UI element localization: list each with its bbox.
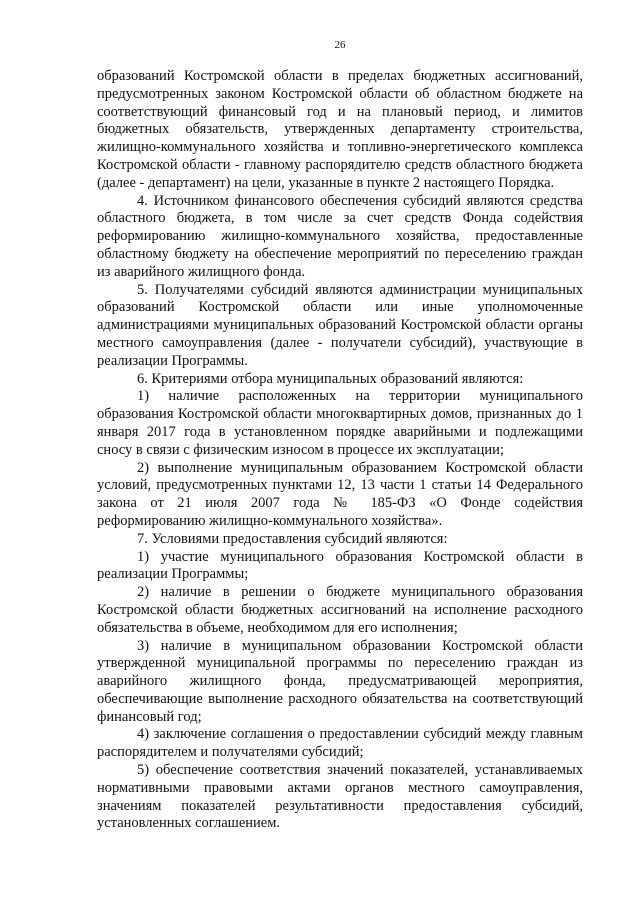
paragraph-12: 5) обеспечение соответствия значений показателей, устанавливаемых нормативными правовыми актами органов местного самоуправления, значениям показателей результативности предоставления субсидий, установленных соглашением. xyxy=(97,762,583,832)
paragraph-4: 6. Критериями отбора муниципальных образований являются: xyxy=(137,370,524,387)
paragraph-2: 4. Источником финансового обеспечения субсидий являются средства областного бюджета, в том числе за счет средств Фонда содействия реформированию жилищно-коммунального хозяйства, предоставленные областному бюджету на обеспечение мероприятий по переселению граждан из аварийного жилищного фонда. xyxy=(97,192,583,280)
paragraph-3: 5. Получателями субсидий являются администрации муниципальных образований Костромской области или иные уполномоченные администрациями муниципальных образований Костромской области органы местного самоуправления (далее - получатели субсидий), участвующие в реализации Программы. xyxy=(97,281,583,369)
paragraph-5: 1) наличие расположенных на территории муниципального образования Костромской области многоквартирных домов, признанных до 1 января 2017 года в установленном порядке аварийными и подлежащими сносу в связи с физическим износом в процессе их эксплуатации; xyxy=(97,388,583,458)
paragraph-10: 3) наличие в муниципальном образовании Костромской области утвержденной муниципальной программы по переселению граждан из аварийного жилищного фонда, предусматривающей мероприятия, обеспечивающие выполнение расходного обязательства на соответствующий финансовый год; xyxy=(97,637,583,725)
document-body xyxy=(97,68,583,833)
paragraph-9: 2) наличие в решении о бюджете муниципального образования Костромской области бюджетных ассигнований на исполнение расходного обязательства в объеме, необходимом для его исполнения; xyxy=(97,584,583,636)
page-number: 26 xyxy=(334,39,346,51)
paragraph-11: 4) заключение соглашения о предоставлении субсидий между главным распорядителем и получателями субсидий; xyxy=(97,726,583,761)
paragraph-1: образований Костромской области в пределах бюджетных ассигнований, предусмотренных законом Костромской области об областном бюджете на соответствующий финансовый год и на плановый период, и лимитов бюджетных обязательств, утвержденных департаменту строительства, жилищно-коммунального хозяйства и топливно-энергетического комплекса Костромской области - главному распорядителю средств областного бюджета (далее - департамент) на цели, указанные в пункте 2 настоящего Порядка. xyxy=(97,68,583,191)
paragraph-7: 7. Условиями предоставления субсидий являются: xyxy=(137,530,448,547)
paragraph-6: 2) выполнение муниципальным образованием Костромской области условий, предусмотренных пунктами 12, 13 части 1 статьи 14 Федерального закона от 21 июля 2007 года № 185-ФЗ «О Фонде содействия реформированию жилищно-коммунального хозяйства». xyxy=(97,459,583,529)
paragraph-8: 1) участие муниципального образования Костромской области в реализации Программы; xyxy=(97,548,583,583)
